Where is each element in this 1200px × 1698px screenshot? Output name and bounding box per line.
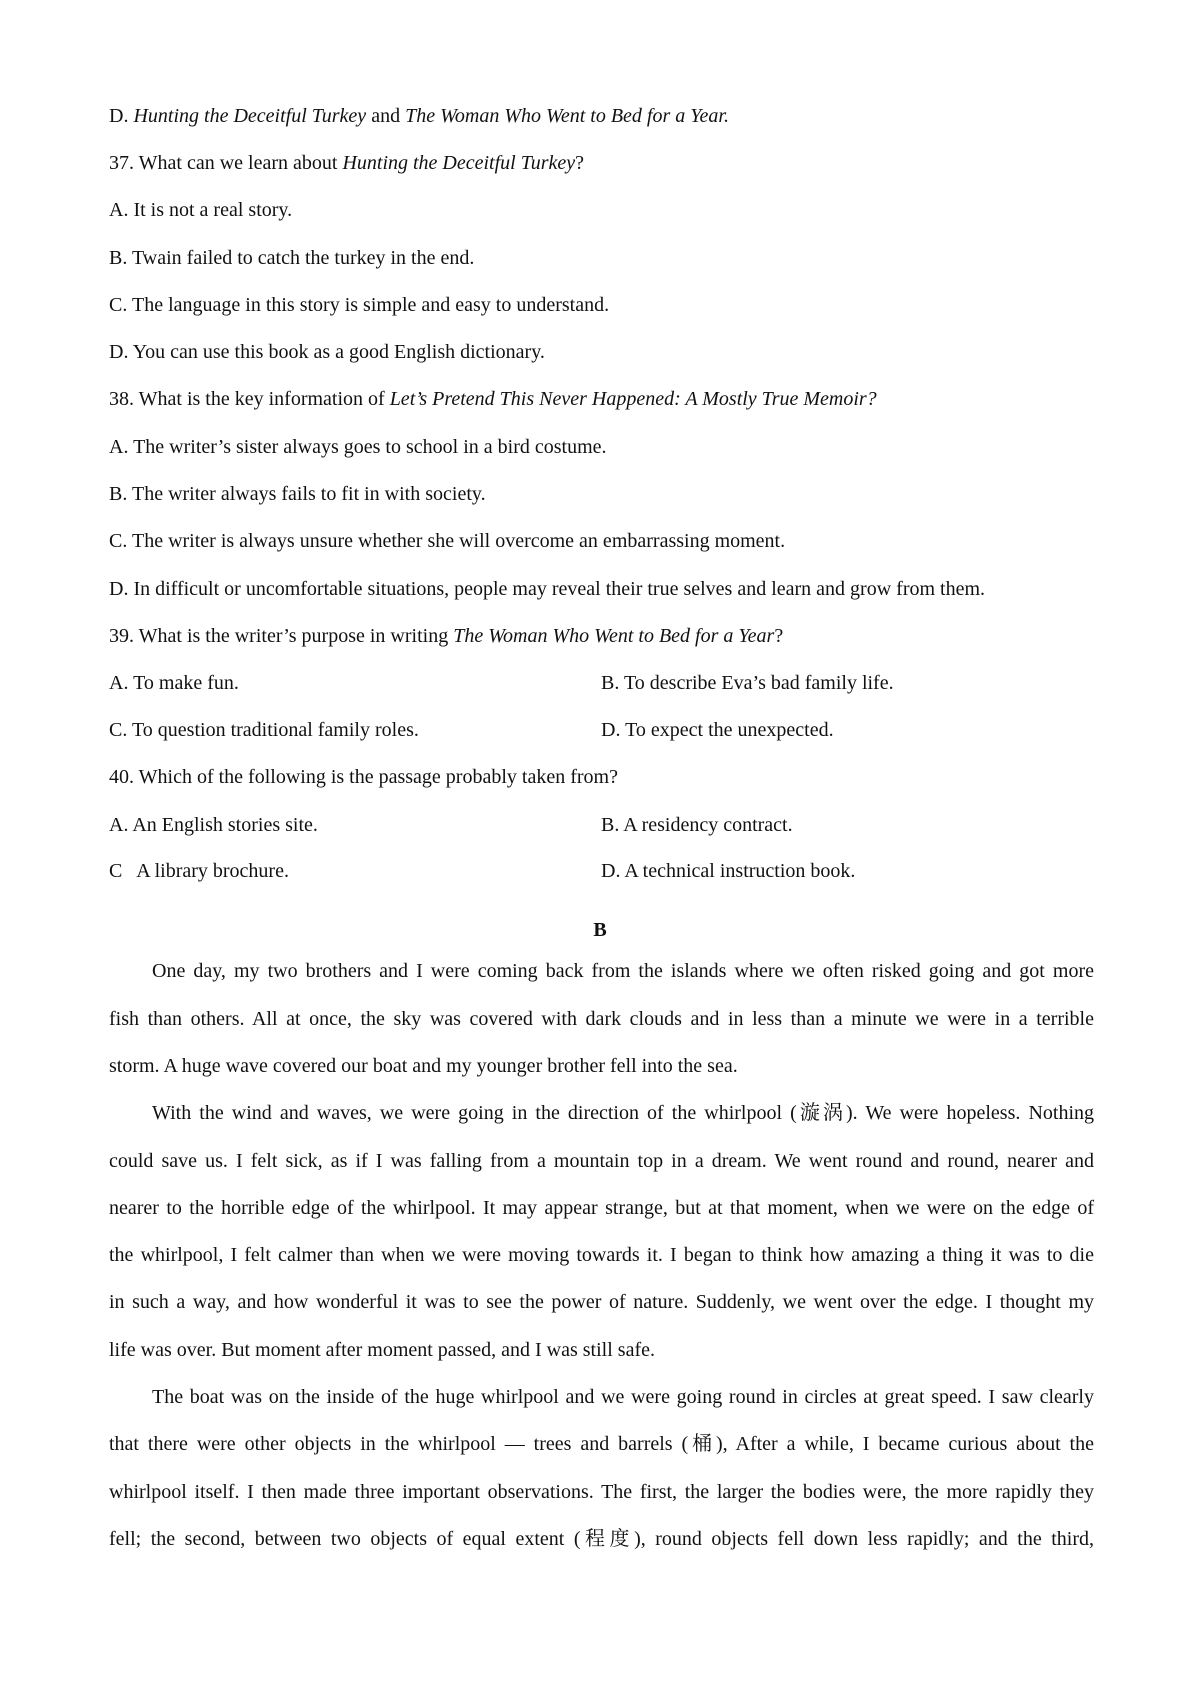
stem-text: 38. What is the key information of [109,388,390,410]
question-38-stem [109,384,877,414]
book-title: Hunting the Deceitful Turkey [342,152,576,174]
passage-line: in such a way, and how wonderful it was to see the power of nature. Suddenly, we went over the edge. I thought my [109,1291,1094,1313]
option-39-c: C. To question traditional family roles. [109,719,419,741]
option-39-b: B. To describe Eva’s bad family life. [601,672,894,694]
section-heading: B [593,919,607,941]
passage-line: the whirlpool, I felt calmer than when we were moving towards it. I began to think how amazing a thing it was to die [109,1244,1094,1266]
option-37-a: A. It is not a real story. [109,199,293,221]
stem-text: 39. What is the writer’s purpose in writing [109,625,454,647]
book-title: Let’s Pretend This Never Happened: A Mostly True Memoir? [389,388,877,410]
option-letter: D. [109,105,134,127]
question-37-stem [109,148,584,178]
passage-line: could save us. I felt sick, as if I was falling from a mountain top in a dream. We went round and round, nearer and [109,1150,1094,1172]
option-39-a: A. To make fun. [109,672,239,694]
stem-suffix: ? [774,625,784,647]
option-40-b: B. A residency contract. [601,814,793,836]
stem-text: 37. What can we learn about [109,152,343,174]
option-37-c: C. The language in this story is simple and easy to understand. [109,294,610,316]
passage-line: One day, my two brothers and I were coming back from the islands where we often risked going and got more [152,960,1094,982]
book-title: The Woman Who Went to Bed for a Year [453,625,775,647]
option-39-d: D. To expect the unexpected. [601,719,834,741]
option-36-d [109,101,729,131]
passage-line: that there were other objects in the whirlpool — trees and barrels (桶), After a while, I became curious about the [109,1433,1094,1455]
passage-line: fell; the second, between two objects of equal extent (程度), round objects fell down less rapidly; and the third, [109,1528,1094,1550]
option-37-b: B. Twain failed to catch the turkey in the end. [109,247,475,269]
option-38-c: C. The writer is always unsure whether she will overcome an embarrassing moment. [109,530,786,552]
conjunction: and [366,105,406,127]
option-38-b: B. The writer always fails to fit in with society. [109,483,486,505]
stem-suffix: ? [575,152,585,174]
passage-line: The boat was on the inside of the huge whirlpool and we were going round in circles at great speed. I saw clearly [152,1386,1094,1408]
passage-line: nearer to the horrible edge of the whirlpool. It may appear strange, but at that moment, when we were on the edge of [109,1197,1094,1219]
option-40-c: C A library brochure. [109,860,289,882]
option-40-a: A. An English stories site. [109,814,318,836]
option-38-d: D. In difficult or uncomfortable situations, people may reveal their true selves and learn and grow from them. [109,578,986,600]
passage-line: storm. A huge wave covered our boat and my younger brother fell into the sea. [109,1055,738,1077]
passage-line: whirlpool itself. I then made three important observations. The first, the larger the bodies were, the more rapidly they [109,1481,1094,1503]
passage-line: With the wind and waves, we were going in the direction of the whirlpool (漩涡). We were hopeless. Nothing [152,1102,1094,1124]
book-title: The Woman Who Went to Bed for a Year. [405,105,729,127]
passage-line: fish than others. All at once, the sky was covered with dark clouds and in less than a minute we were in a terrible [109,1008,1094,1030]
passage-line: life was over. But moment after moment passed, and I was still safe. [109,1339,655,1361]
question-40-stem: 40. Which of the following is the passage probably taken from? [109,766,618,788]
question-39-stem [109,621,783,651]
book-title: Hunting the Deceitful Turkey [133,105,367,127]
option-38-a: A. The writer’s sister always goes to school in a bird costume. [109,436,607,458]
option-37-d: D. You can use this book as a good English dictionary. [109,341,545,363]
option-40-d: D. A technical instruction book. [601,860,856,882]
